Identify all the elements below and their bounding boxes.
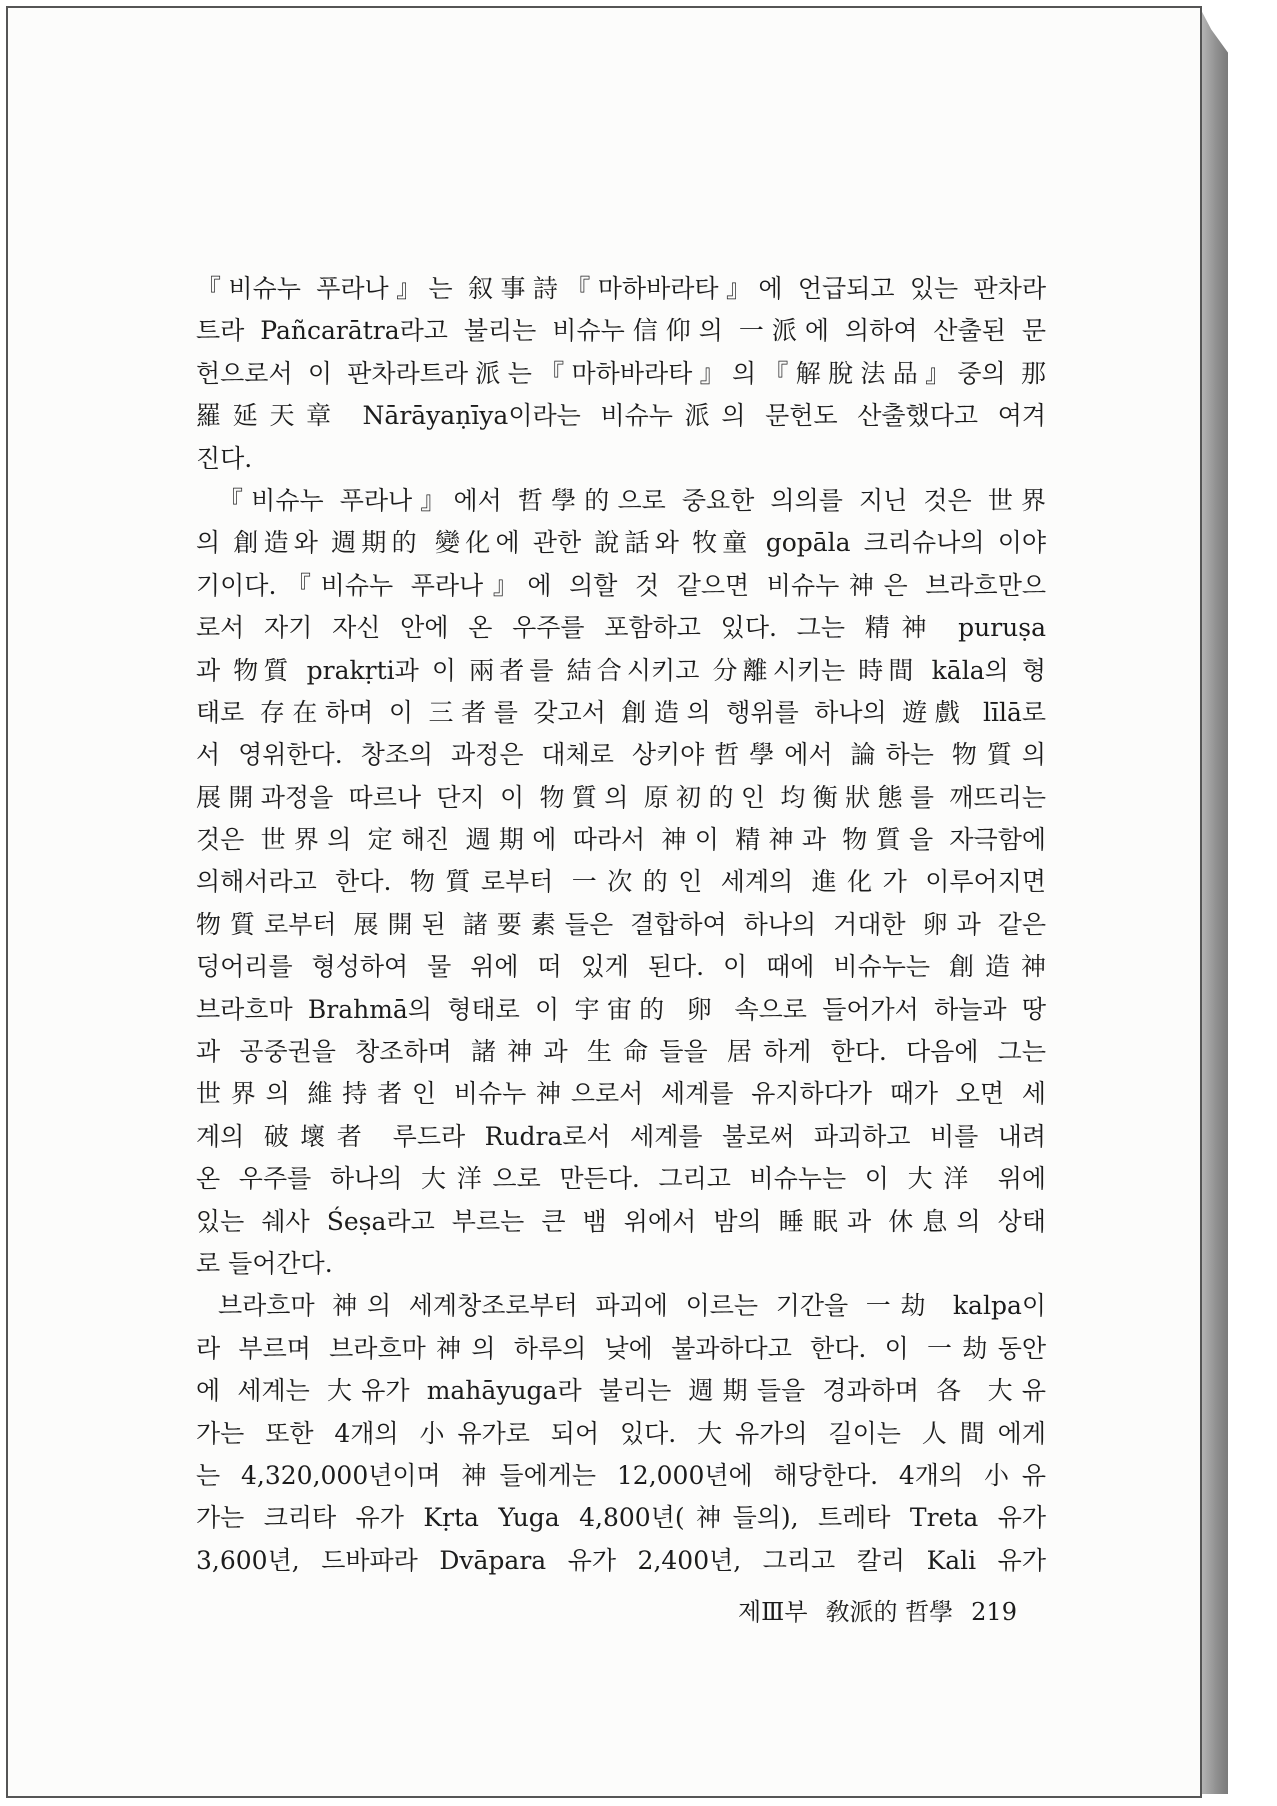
text-line: 羅延天章 Nārāyaṇīya이라는 비슈누派의 문헌도 산출했다고 여겨 xyxy=(196,401,1046,431)
text-line: 헌으로서 이 판차라트라派는『마하바라타』의『解脫法品』중의 那 xyxy=(196,358,1046,388)
text-line: 展開과정을 따르나 단지 이 物質의 原初的인 均衡狀態를 깨뜨리는 xyxy=(196,782,1046,812)
footer-section-title: 敎派的 哲學 xyxy=(825,1598,954,1626)
text-line: 로 들어간다. xyxy=(196,1248,333,1278)
text-line: 가는 또한 4개의 小유가로 되어 있다. 大유가의 길이는 人間에게 xyxy=(196,1418,1046,1448)
running-footer xyxy=(738,1592,1038,1627)
text-line: 라 부르며 브라흐마神의 하루의 낮에 불과하다고 한다. 이 一劫동안 xyxy=(196,1333,1046,1363)
text-line: 브라흐마 Brahmā의 형태로 이 宇宙的 卵 속으로 들어가서 하늘과 땅 xyxy=(196,994,1046,1024)
text-line: 서 영위한다. 창조의 과정은 대체로 상키야哲學에서 論하는 物質의 xyxy=(196,740,1046,770)
text-line: 과 공중권을 창조하며 諸神과 生命들을 居하게 한다. 다음에 그는 xyxy=(196,1037,1046,1067)
book-page-edge xyxy=(1200,8,1228,1794)
text-line: 3,600년, 드바파라 Dvāpara 유가 2,400년, 그리고 칼리 Kali 유가 xyxy=(196,1545,1046,1575)
text-line: 가는 크리타 유가 Kṛta Yuga 4,800년(神들의), 트레타 Treta 유가 xyxy=(196,1503,1046,1533)
text-line: 것은 世界의 定해진 週期에 따라서 神이 精神과 物質을 자극함에 xyxy=(196,825,1046,855)
text-line: 의해서라고 한다. 物質로부터 一次的인 세계의 進化가 이루어지면 xyxy=(196,867,1046,897)
text-line: 브라흐마 神의 세계창조로부터 파괴에 이르는 기간을 一劫 kalpa이 xyxy=(218,1291,1046,1321)
text-line: 『비슈누 푸라나』에서 哲學的으로 중요한 의의를 지닌 것은 世界 xyxy=(218,485,1046,515)
text-line: 世界의 維持者인 비슈누神으로서 세계를 유지하다가 때가 오면 세 xyxy=(196,1079,1046,1109)
text-line: 로서 자기 자신 안에 온 우주를 포함하고 있다. 그는 精神 puruṣa xyxy=(196,613,1046,643)
text-line: 『비슈누 푸라나』는 叙事詩『마하바라타』에 언급되고 있는 판차라 xyxy=(196,274,1046,303)
text-line: 의 創造와 週期的 變化에 관한 說話와 牧童 gopāla 크리슈나의 이야 xyxy=(196,528,1046,558)
body-text xyxy=(196,268,1046,1582)
text-line: 트라 Pañcarātra라고 불리는 비슈누信仰의 一派에 의하여 산출된 문 xyxy=(196,316,1046,346)
text-line: 기이다.『비슈누 푸라나』에 의할 것 같으면 비슈누神은 브라흐만으 xyxy=(196,570,1046,600)
footer-part: 제Ⅲ부 xyxy=(738,1598,808,1626)
page-number: 219 xyxy=(971,1598,1017,1626)
text-line: 있는 쉐사 Śeṣa라고 부르는 큰 뱀 위에서 밤의 睡眠과 休息의 상태 xyxy=(196,1206,1046,1236)
text-line: 진다. xyxy=(196,443,253,473)
text-line: 덩어리를 형성하여 물 위에 떠 있게 된다. 이 때에 비슈누는 創造神 xyxy=(196,952,1046,982)
text-line: 는 4,320,000년이며 神들에게는 12,000년에 해당한다. 4개의 小유 xyxy=(196,1460,1046,1490)
text-line: 온 우주를 하나의 大洋으로 만든다. 그리고 비슈누는 이 大洋 위에 xyxy=(196,1164,1046,1194)
text-line: 物質로부터 展開된 諸要素들은 결합하여 하나의 거대한 卵과 같은 xyxy=(196,909,1046,939)
text-line: 에 세계는 大유가 mahāyuga라 불리는 週期들을 경과하며 各 大유 xyxy=(196,1376,1046,1406)
text-line: 과 物質 prakṛti과 이 兩者를 結合시키고 分離시키는 時間 kāla의 형 xyxy=(196,655,1046,685)
text-line: 태로 存在하며 이 三者를 갖고서 創造의 행위를 하나의 遊戲 līlā로 xyxy=(196,697,1046,727)
text-line: 계의 破壞者 루드라 Rudra로서 세계를 불로써 파괴하고 비를 내려 xyxy=(196,1121,1046,1151)
